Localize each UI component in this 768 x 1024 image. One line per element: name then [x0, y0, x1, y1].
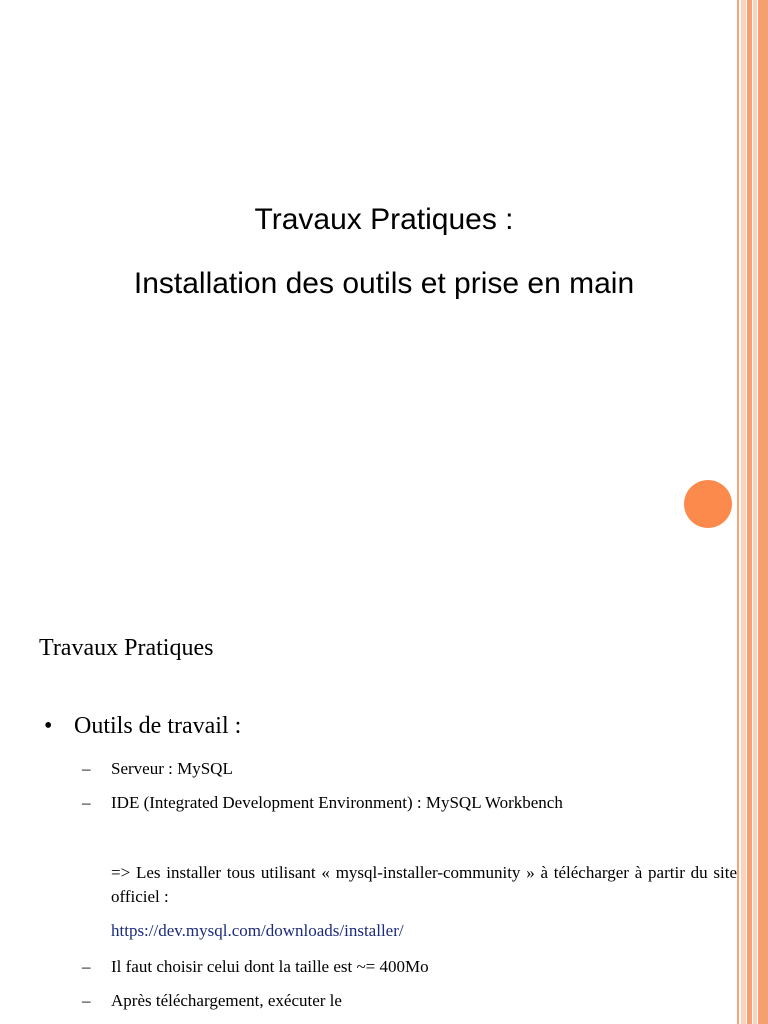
sub-item	[82, 791, 563, 815]
sub-item-text: Il faut choisir celui dont la taille est ~= 400Mo	[111, 957, 429, 976]
sub-item-text: Après téléchargement, exécuter le	[111, 991, 342, 1010]
dash-mark: –	[82, 759, 91, 778]
slide-title: Travaux Pratiques :	[254, 203, 514, 236]
sub-item	[82, 757, 233, 781]
decorative-stripe	[753, 0, 757, 1024]
sub-item	[82, 989, 342, 1013]
bullet-mark: •	[44, 713, 53, 739]
sub-item-text: Serveur : MySQL	[111, 759, 233, 778]
decorative-stripe	[747, 0, 752, 1024]
dash-mark: –	[82, 991, 91, 1010]
dash-mark: –	[82, 957, 91, 976]
decorative-stripe	[758, 0, 768, 1024]
accent-circle	[684, 480, 732, 528]
sub-item-text: IDE (Integrated Development Environment) : MySQL Workbench	[111, 793, 563, 812]
bullet-item	[44, 709, 241, 743]
slide-subtitle: Installation des outils et prise en main	[133, 267, 635, 300]
decorative-stripe	[741, 0, 746, 1024]
decorative-stripe	[737, 0, 739, 1024]
sub-item	[82, 955, 429, 979]
bullet-text: Outils de travail :	[74, 713, 242, 739]
slide-heading: Travaux Pratiques	[39, 635, 214, 661]
install-note: => Les installer tous utilisant « mysql-installer-community » à télécharger à partir du site officiel :	[111, 863, 737, 906]
dash-mark: –	[82, 793, 91, 812]
download-link[interactable]: https://dev.mysql.com/downloads/installer/	[111, 921, 404, 940]
